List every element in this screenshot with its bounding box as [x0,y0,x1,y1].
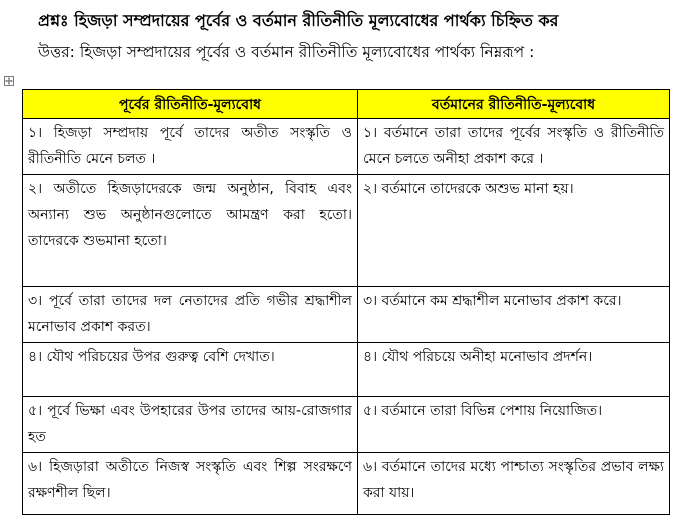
question-heading: প্রশ্নঃ হিজড়া সম্প্রদায়ের পূর্বের ও বর্তমান রীতিনীতি মূল্যবোধের পার্থক্য চিহ্নিত কর [38,11,559,30]
table-row [23,287,670,343]
answer-intro: উত্তর: হিজড়া সম্প্রদায়ের পূর্বের ও বর্তমান রীতিনীতি মূল্যবোধের পার্থক্য নিম্নরূপ : [38,43,535,61]
cell-present: ৬। বর্তমানে তাদের মধ্যে পাশ্চাত্য সংস্কৃতির প্রভাব লক্ষ্য করা যায়। [358,453,670,515]
comparison-table [22,89,670,515]
table-row [23,453,670,515]
cell-past: ২। অতীতে হিজড়াদেরকে জন্ম অনুষ্ঠান, বিবাহ এবং অন্যান্য শুভ অনুষ্ঠানগুলোতে আমন্ত্রণ করা হতো। তাদেরকে শুভমানা হতো। [23,175,358,287]
table-row [23,175,670,287]
cell-present: ১। বর্তমানে তারা তাদের পূর্বের সংস্কৃতি ও রীতিনীতি মেনে চলতে অনীহা প্রকাশ করে । [358,119,670,175]
header-past-values: পূর্বের রীতিনীতি-মূল্যবোধ [23,90,358,119]
table-move-handle[interactable] [4,76,14,86]
cell-present: ৪। যৌথ পরিচয়ে অনীহা মনোভাব প্রদর্শন। [358,343,670,397]
move-arrows-icon [5,77,13,85]
cell-past: ৩। পূর্বে তারা তাদের দল নেতাদের প্রতি গভীর শ্রদ্ধাশীল মনোভাব প্রকাশ করত। [23,287,358,343]
table-row [23,397,670,453]
cell-past: ১। হিজড়া সম্প্রদায় পূর্বে তাদের অতীত সংস্কৃতি ও রীতিনীতি মেনে চলত । [23,119,358,175]
header-present-values: বর্তমানের রীতিনীতি-মূল্যবোধ [358,90,670,119]
table-header-row [23,90,670,119]
cell-present: ৩। বর্তমানে কম শ্রদ্ধাশীল মনোভাব প্রকাশ করে। [358,287,670,343]
cell-past: ৪। যৌথ পরিচয়ের উপর গুরুত্ব বেশি দেখাত। [23,343,358,397]
cell-past: ৬। হিজড়ারা অতীতে নিজস্ব সংস্কৃতি এবং শিল্প সংরক্ষণে রক্ষণশীল ছিল। [23,453,358,515]
cell-past: ৫। পূর্বে ভিক্ষা এবং উপহারের উপর তাদের আয়-রোজগার হত [23,397,358,453]
cell-present: ২। বর্তমানে তাদেরকে অশুভ মানা হয়। [358,175,670,287]
table-row [23,343,670,397]
cell-present: ৫। বর্তমানে তারা বিভিন্ন পেশায় নিয়োজিত। [358,397,670,453]
table-row [23,119,670,175]
